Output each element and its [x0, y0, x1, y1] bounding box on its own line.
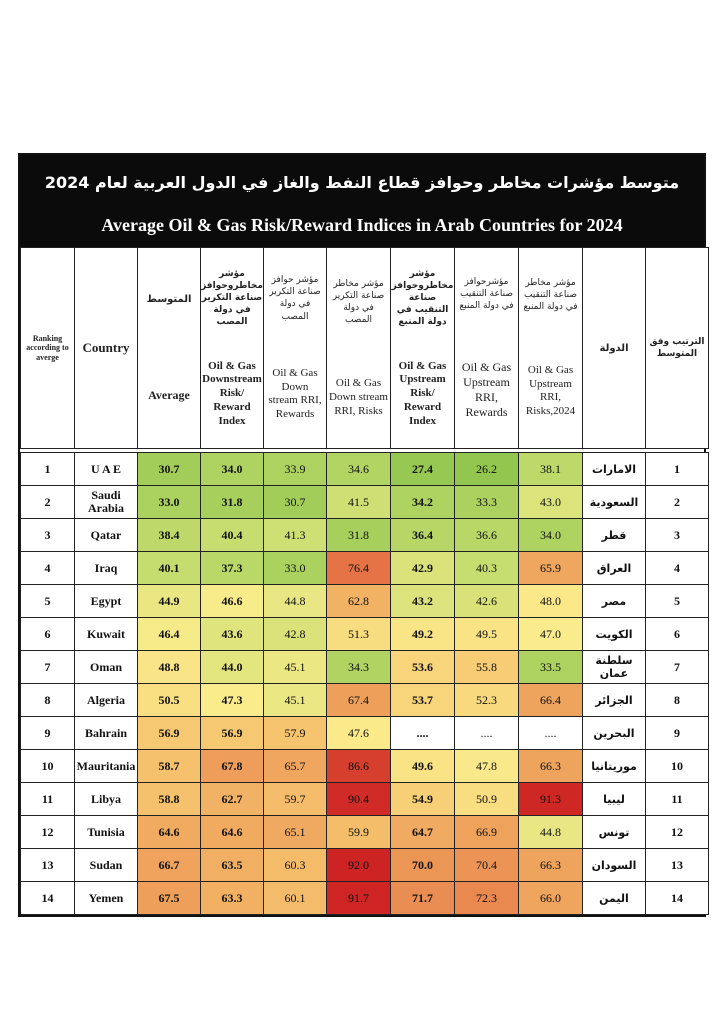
- country-cell: Tunisia: [75, 816, 138, 849]
- table-row: [21, 618, 709, 651]
- header-row: [21, 248, 709, 449]
- title-arabic: متوسط مؤشرات مخاطر وحوافز قطاع النفط والغاز في الدول العربية لعام 2024: [44, 173, 680, 192]
- upstream-rewards-cell: 66.9: [455, 816, 519, 849]
- downstream-risks-cell: 47.6: [327, 717, 391, 750]
- downstream-risks-cell: 51.3: [327, 618, 391, 651]
- header-downstream-rewards: مؤشر حوافز صناعة التكرير في دولة المصب Oil & Gas Down stream RRI, Rewards: [264, 248, 327, 449]
- downstream-index-cell: 31.8: [201, 486, 264, 519]
- rank-ar-cell: 12: [646, 816, 709, 849]
- upstream-rewards-cell: 36.6: [455, 519, 519, 552]
- downstream-risks-cell: 92.0: [327, 849, 391, 882]
- country-cell: Libya: [75, 783, 138, 816]
- downstream-rewards-cell: 44.8: [264, 585, 327, 618]
- rank-ar-cell: 4: [646, 552, 709, 585]
- upstream-index-cell: 70.0: [391, 849, 455, 882]
- country-cell: Kuwait: [75, 618, 138, 651]
- header-country-en: Country: [75, 248, 138, 449]
- header-upstream-risks: مؤشر مخاطر صناعة التنقيب في دولة المنبع Oil & Gas Upstream RRI, Risks,2024: [519, 248, 583, 449]
- rank-cell: 9: [21, 717, 75, 750]
- table-row: [21, 816, 709, 849]
- downstream-rewards-cell: 45.1: [264, 651, 327, 684]
- average-cell: 58.8: [138, 783, 201, 816]
- downstream-risks-cell: 34.3: [327, 651, 391, 684]
- average-cell: 56.9: [138, 717, 201, 750]
- upstream-index-cell: 54.9: [391, 783, 455, 816]
- upstream-risks-cell: 66.3: [519, 849, 583, 882]
- downstream-index-cell: 67.8: [201, 750, 264, 783]
- header-average: المتوسط Average: [138, 248, 201, 449]
- downstream-rewards-cell: 65.1: [264, 816, 327, 849]
- rank-ar-cell: 9: [646, 717, 709, 750]
- country-ar-cell: السعودية: [583, 486, 646, 519]
- downstream-rewards-cell: 59.7: [264, 783, 327, 816]
- downstream-index-cell: 46.6: [201, 585, 264, 618]
- rank-cell: 1: [21, 453, 75, 486]
- average-cell: 33.0: [138, 486, 201, 519]
- upstream-rewards-cell: 40.3: [455, 552, 519, 585]
- country-ar-cell: قطر: [583, 519, 646, 552]
- country-cell: U A E: [75, 453, 138, 486]
- country-cell: Sudan: [75, 849, 138, 882]
- table-row: [21, 783, 709, 816]
- downstream-rewards-cell: 41.3: [264, 519, 327, 552]
- upstream-index-cell: 64.7: [391, 816, 455, 849]
- downstream-risks-cell: 76.4: [327, 552, 391, 585]
- upstream-rewards-cell: 33.3: [455, 486, 519, 519]
- downstream-rewards-cell: 65.7: [264, 750, 327, 783]
- upstream-rewards-cell: 26.2: [455, 453, 519, 486]
- upstream-rewards-cell: 47.8: [455, 750, 519, 783]
- downstream-index-cell: 64.6: [201, 816, 264, 849]
- downstream-risks-cell: 91.7: [327, 882, 391, 915]
- country-cell: Algeria: [75, 684, 138, 717]
- average-cell: 40.1: [138, 552, 201, 585]
- downstream-risks-cell: 34.6: [327, 453, 391, 486]
- rank-ar-cell: 14: [646, 882, 709, 915]
- downstream-rewards-cell: 42.8: [264, 618, 327, 651]
- table-row: [21, 519, 709, 552]
- table-body: [21, 449, 709, 915]
- rank-ar-cell: 7: [646, 651, 709, 684]
- upstream-risks-cell: 34.0: [519, 519, 583, 552]
- upstream-rewards-cell: 42.6: [455, 585, 519, 618]
- downstream-index-cell: 37.3: [201, 552, 264, 585]
- country-ar-cell: اليمن: [583, 882, 646, 915]
- upstream-risks-cell: 91.3: [519, 783, 583, 816]
- downstream-risks-cell: 31.8: [327, 519, 391, 552]
- header-country-ar: الدولة: [583, 248, 646, 449]
- upstream-index-cell: 49.6: [391, 750, 455, 783]
- downstream-risks-cell: 62.8: [327, 585, 391, 618]
- upstream-index-cell: 36.4: [391, 519, 455, 552]
- average-cell: 66.7: [138, 849, 201, 882]
- country-ar-cell: مصر: [583, 585, 646, 618]
- country-cell: Qatar: [75, 519, 138, 552]
- downstream-risks-cell: 90.4: [327, 783, 391, 816]
- average-cell: 38.4: [138, 519, 201, 552]
- country-cell: Iraq: [75, 552, 138, 585]
- header-rank-en: Ranking according to averge: [21, 248, 75, 449]
- upstream-risks-cell: 44.8: [519, 816, 583, 849]
- rank-ar-cell: 2: [646, 486, 709, 519]
- average-cell: 58.7: [138, 750, 201, 783]
- upstream-index-cell: 49.2: [391, 618, 455, 651]
- country-ar-cell: الجزائر: [583, 684, 646, 717]
- downstream-index-cell: 63.3: [201, 882, 264, 915]
- downstream-risks-cell: 41.5: [327, 486, 391, 519]
- title-english: Average Oil & Gas Risk/Reward Indices in Arab Countries for 2024: [101, 215, 623, 235]
- header-downstream-risks: مؤشر مخاطر صناعة التكرير في دولة المصب Oil & Gas Down stream RRI, Risks: [327, 248, 391, 449]
- downstream-index-cell: 44.0: [201, 651, 264, 684]
- downstream-index-cell: 56.9: [201, 717, 264, 750]
- upstream-risks-cell: 33.5: [519, 651, 583, 684]
- rank-ar-cell: 6: [646, 618, 709, 651]
- country-ar-cell: سلطنة عمان: [583, 651, 646, 684]
- rank-cell: 14: [21, 882, 75, 915]
- upstream-risks-cell: 66.0: [519, 882, 583, 915]
- average-cell: 50.5: [138, 684, 201, 717]
- upstream-index-cell: 34.2: [391, 486, 455, 519]
- country-ar-cell: السودان: [583, 849, 646, 882]
- average-cell: 64.6: [138, 816, 201, 849]
- upstream-risks-cell: 38.1: [519, 453, 583, 486]
- rank-cell: 13: [21, 849, 75, 882]
- upstream-risks-cell: 47.0: [519, 618, 583, 651]
- upstream-index-cell: ....: [391, 717, 455, 750]
- rank-ar-cell: 10: [646, 750, 709, 783]
- rank-cell: 2: [21, 486, 75, 519]
- country-ar-cell: ليبيا: [583, 783, 646, 816]
- downstream-index-cell: 47.3: [201, 684, 264, 717]
- rank-ar-cell: 3: [646, 519, 709, 552]
- upstream-index-cell: 27.4: [391, 453, 455, 486]
- upstream-risks-cell: ....: [519, 717, 583, 750]
- downstream-risks-cell: 86.6: [327, 750, 391, 783]
- downstream-risks-cell: 67.4: [327, 684, 391, 717]
- table-row: [21, 585, 709, 618]
- downstream-rewards-cell: 33.9: [264, 453, 327, 486]
- upstream-rewards-cell: 72.3: [455, 882, 519, 915]
- country-cell: Egypt: [75, 585, 138, 618]
- downstream-index-cell: 62.7: [201, 783, 264, 816]
- country-cell: Saudi Arabia: [75, 486, 138, 519]
- table-row: [21, 882, 709, 915]
- header-rank-ar: الترتيب وفق المتوسط: [646, 248, 709, 449]
- upstream-index-cell: 42.9: [391, 552, 455, 585]
- upstream-rewards-cell: ....: [455, 717, 519, 750]
- downstream-index-cell: 40.4: [201, 519, 264, 552]
- country-cell: Bahrain: [75, 717, 138, 750]
- upstream-risks-cell: 66.3: [519, 750, 583, 783]
- upstream-risks-cell: 66.4: [519, 684, 583, 717]
- downstream-rewards-cell: 33.0: [264, 552, 327, 585]
- upstream-index-cell: 53.6: [391, 651, 455, 684]
- downstream-index-cell: 43.6: [201, 618, 264, 651]
- country-cell: Oman: [75, 651, 138, 684]
- rank-ar-cell: 5: [646, 585, 709, 618]
- upstream-rewards-cell: 52.3: [455, 684, 519, 717]
- report-page: [18, 153, 706, 917]
- rank-ar-cell: 8: [646, 684, 709, 717]
- upstream-index-cell: 71.7: [391, 882, 455, 915]
- average-cell: 30.7: [138, 453, 201, 486]
- upstream-index-cell: 43.2: [391, 585, 455, 618]
- downstream-index-cell: 34.0: [201, 453, 264, 486]
- country-cell: Mauritania: [75, 750, 138, 783]
- header-upstream-index: مؤشر مخاطروحوافز صناعة التنقيب في دولة المنبع Oil & Gas Upstream Risk/ Reward Index: [391, 248, 455, 449]
- table-row: [21, 453, 709, 486]
- rank-cell: 12: [21, 816, 75, 849]
- country-ar-cell: العراق: [583, 552, 646, 585]
- downstream-index-cell: 63.5: [201, 849, 264, 882]
- upstream-rewards-cell: 49.5: [455, 618, 519, 651]
- country-ar-cell: الكويت: [583, 618, 646, 651]
- downstream-rewards-cell: 57.9: [264, 717, 327, 750]
- average-cell: 67.5: [138, 882, 201, 915]
- upstream-risks-cell: 65.9: [519, 552, 583, 585]
- rank-cell: 8: [21, 684, 75, 717]
- table-row: [21, 684, 709, 717]
- country-ar-cell: الامارات: [583, 453, 646, 486]
- country-ar-cell: تونس: [583, 816, 646, 849]
- downstream-rewards-cell: 60.3: [264, 849, 327, 882]
- title-band: [20, 155, 704, 247]
- rank-cell: 3: [21, 519, 75, 552]
- downstream-risks-cell: 59.9: [327, 816, 391, 849]
- downstream-rewards-cell: 60.1: [264, 882, 327, 915]
- table-row: [21, 717, 709, 750]
- table-row: [21, 651, 709, 684]
- rank-cell: 4: [21, 552, 75, 585]
- indices-table: [20, 247, 709, 915]
- rank-cell: 5: [21, 585, 75, 618]
- table-row: [21, 486, 709, 519]
- header-upstream-rewards: مؤشرحوافز صناعة التنقيب في دولة المنبع Oil & Gas Upstream RRI, Rewards: [455, 248, 519, 449]
- upstream-rewards-cell: 50.9: [455, 783, 519, 816]
- table-row: [21, 849, 709, 882]
- upstream-rewards-cell: 55.8: [455, 651, 519, 684]
- rank-cell: 11: [21, 783, 75, 816]
- downstream-rewards-cell: 30.7: [264, 486, 327, 519]
- country-ar-cell: موريتانيا: [583, 750, 646, 783]
- rank-cell: 10: [21, 750, 75, 783]
- average-cell: 48.8: [138, 651, 201, 684]
- average-cell: 44.9: [138, 585, 201, 618]
- table-row: [21, 750, 709, 783]
- rank-cell: 7: [21, 651, 75, 684]
- rank-ar-cell: 11: [646, 783, 709, 816]
- country-ar-cell: البحرين: [583, 717, 646, 750]
- rank-ar-cell: 13: [646, 849, 709, 882]
- upstream-risks-cell: 43.0: [519, 486, 583, 519]
- rank-cell: 6: [21, 618, 75, 651]
- upstream-index-cell: 53.7: [391, 684, 455, 717]
- rank-ar-cell: 1: [646, 453, 709, 486]
- table-row: [21, 552, 709, 585]
- upstream-risks-cell: 48.0: [519, 585, 583, 618]
- average-cell: 46.4: [138, 618, 201, 651]
- upstream-rewards-cell: 70.4: [455, 849, 519, 882]
- country-cell: Yemen: [75, 882, 138, 915]
- header-downstream-index: مؤشر مخاطروحوافز صناعة التكرير في دولة المصب Oil & Gas Downstream Risk/ Reward Index: [201, 248, 264, 449]
- downstream-rewards-cell: 45.1: [264, 684, 327, 717]
